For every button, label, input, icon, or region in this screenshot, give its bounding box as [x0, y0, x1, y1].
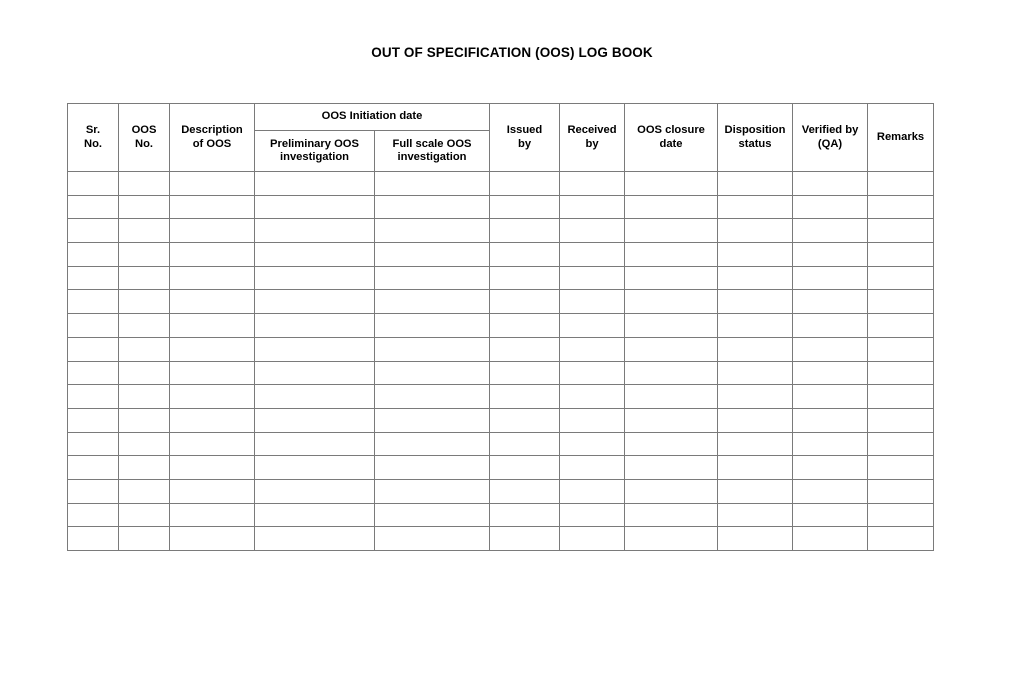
disposition-line2: status [738, 137, 772, 150]
table-cell[interactable] [793, 314, 868, 338]
table-cell[interactable] [793, 408, 868, 432]
table-cell[interactable] [718, 172, 793, 196]
table-cell[interactable] [560, 337, 625, 361]
table-cell[interactable] [68, 385, 119, 409]
table-cell[interactable] [718, 408, 793, 432]
table-row[interactable] [68, 527, 934, 551]
table-cell[interactable] [625, 172, 718, 196]
table-cell[interactable] [170, 527, 255, 551]
table-cell[interactable] [490, 195, 560, 219]
table-cell[interactable] [255, 314, 375, 338]
table-row[interactable] [68, 479, 934, 503]
table-cell[interactable] [375, 527, 490, 551]
table-cell[interactable] [375, 503, 490, 527]
table-cell[interactable] [868, 195, 934, 219]
table-cell[interactable] [868, 219, 934, 243]
table-cell[interactable] [170, 432, 255, 456]
table-cell[interactable] [560, 361, 625, 385]
table-cell[interactable] [625, 195, 718, 219]
table-cell[interactable] [255, 527, 375, 551]
table-cell[interactable] [375, 314, 490, 338]
table-row[interactable] [68, 337, 934, 361]
table-row[interactable] [68, 219, 934, 243]
table-cell[interactable] [868, 385, 934, 409]
table-cell[interactable] [68, 456, 119, 480]
table-cell[interactable] [170, 408, 255, 432]
table-cell[interactable] [625, 456, 718, 480]
preliminary-line1: Preliminary OOS [270, 137, 359, 150]
table-cell[interactable] [375, 479, 490, 503]
received-by-line2: by [585, 137, 599, 150]
column-header-issued-by [490, 104, 560, 172]
table-cell[interactable] [868, 432, 934, 456]
table-cell[interactable] [560, 527, 625, 551]
table-cell[interactable] [718, 456, 793, 480]
table-cell[interactable] [718, 527, 793, 551]
table-cell[interactable] [490, 219, 560, 243]
table-cell[interactable] [375, 408, 490, 432]
table-cell[interactable] [170, 290, 255, 314]
table-cell[interactable] [68, 432, 119, 456]
table-cell[interactable] [170, 266, 255, 290]
table-cell[interactable] [490, 527, 560, 551]
table-cell[interactable] [868, 479, 934, 503]
table-cell[interactable] [375, 337, 490, 361]
table-cell[interactable] [868, 337, 934, 361]
column-header-preliminary-oos-investigation [255, 131, 375, 172]
table-cell[interactable] [68, 527, 119, 551]
table-cell[interactable] [625, 432, 718, 456]
table-cell[interactable] [793, 479, 868, 503]
table-row[interactable] [68, 290, 934, 314]
table-cell[interactable] [375, 361, 490, 385]
disposition-line1: Disposition [724, 124, 786, 136]
received-by-line1: Received [567, 124, 617, 136]
table-cell[interactable] [718, 243, 793, 267]
table-row[interactable] [68, 385, 934, 409]
table-cell[interactable] [170, 503, 255, 527]
table-cell[interactable] [119, 290, 170, 314]
table-cell[interactable] [793, 266, 868, 290]
table-cell[interactable] [490, 337, 560, 361]
table-cell[interactable] [255, 266, 375, 290]
fullscale-line2: investigation [397, 151, 467, 163]
closure-date-line1: OOS closure [637, 124, 705, 136]
table-cell[interactable] [68, 243, 119, 267]
table-cell[interactable] [68, 172, 119, 196]
table-cell[interactable] [793, 385, 868, 409]
table-cell[interactable] [170, 172, 255, 196]
table-cell[interactable] [68, 314, 119, 338]
preliminary-line2: investigation [280, 151, 349, 163]
column-header-received-by [560, 104, 625, 172]
table-cell[interactable] [68, 479, 119, 503]
table-body [68, 172, 934, 551]
table-cell[interactable] [119, 172, 170, 196]
table-cell[interactable] [718, 219, 793, 243]
table-cell[interactable] [170, 361, 255, 385]
table-cell[interactable] [375, 432, 490, 456]
table-cell[interactable] [793, 432, 868, 456]
table-cell[interactable] [868, 527, 934, 551]
table-cell[interactable] [119, 503, 170, 527]
table-row[interactable] [68, 195, 934, 219]
table-cell[interactable] [68, 195, 119, 219]
table-cell[interactable] [560, 503, 625, 527]
table-cell[interactable] [68, 408, 119, 432]
table-cell[interactable] [490, 266, 560, 290]
column-header-sr-no [68, 104, 119, 172]
oos-no-line1: OOS [131, 124, 157, 136]
table-cell[interactable] [718, 195, 793, 219]
table-cell[interactable] [170, 385, 255, 409]
table-cell[interactable] [170, 337, 255, 361]
table-cell[interactable] [793, 195, 868, 219]
table-cell[interactable] [625, 361, 718, 385]
table-cell[interactable] [718, 479, 793, 503]
table-cell[interactable] [255, 408, 375, 432]
table-cell[interactable] [255, 337, 375, 361]
table-cell[interactable] [625, 314, 718, 338]
table-cell[interactable] [255, 479, 375, 503]
table-cell[interactable] [375, 266, 490, 290]
table-cell[interactable] [170, 456, 255, 480]
table-cell[interactable] [793, 337, 868, 361]
table-cell[interactable] [560, 314, 625, 338]
table-cell[interactable] [868, 266, 934, 290]
table-cell[interactable] [119, 243, 170, 267]
table-cell[interactable] [490, 243, 560, 267]
table-cell[interactable] [490, 456, 560, 480]
table-cell[interactable] [490, 408, 560, 432]
table-cell[interactable] [68, 219, 119, 243]
table-cell[interactable] [375, 243, 490, 267]
table-cell[interactable] [793, 456, 868, 480]
table-cell[interactable] [170, 314, 255, 338]
table-cell[interactable] [490, 172, 560, 196]
table-cell[interactable] [625, 479, 718, 503]
table-cell[interactable] [868, 290, 934, 314]
table-cell[interactable] [718, 503, 793, 527]
table-cell[interactable] [375, 290, 490, 314]
table-cell[interactable] [625, 337, 718, 361]
table-cell[interactable] [375, 456, 490, 480]
table-cell[interactable] [625, 219, 718, 243]
table-cell[interactable] [119, 266, 170, 290]
description-line1: Description [181, 124, 243, 136]
table-cell[interactable] [868, 503, 934, 527]
table-cell[interactable] [560, 479, 625, 503]
verified-by-line2: (QA) [817, 137, 843, 150]
table-cell[interactable] [718, 290, 793, 314]
table-cell[interactable] [490, 385, 560, 409]
table-cell[interactable] [718, 266, 793, 290]
table-cell[interactable] [490, 290, 560, 314]
table-cell[interactable] [718, 314, 793, 338]
table-cell[interactable] [560, 385, 625, 409]
table-cell[interactable] [170, 195, 255, 219]
column-header-full-scale-oos-investigation [375, 131, 490, 172]
table-cell[interactable] [625, 243, 718, 267]
table-cell[interactable] [718, 385, 793, 409]
table-cell[interactable] [255, 219, 375, 243]
table-cell[interactable] [560, 243, 625, 267]
table-cell[interactable] [255, 195, 375, 219]
table-cell[interactable] [68, 290, 119, 314]
column-header-verified-by-qa [793, 104, 868, 172]
table-cell[interactable] [868, 456, 934, 480]
table-cell[interactable] [119, 219, 170, 243]
table-cell[interactable] [119, 314, 170, 338]
sr-no-line1: Sr. [85, 124, 101, 136]
table-cell[interactable] [560, 195, 625, 219]
table-cell[interactable] [560, 266, 625, 290]
table-row[interactable] [68, 314, 934, 338]
table-row[interactable] [68, 266, 934, 290]
table-cell[interactable] [625, 408, 718, 432]
table-cell[interactable] [255, 172, 375, 196]
table-cell[interactable] [68, 503, 119, 527]
table-cell[interactable] [255, 456, 375, 480]
table-cell[interactable] [868, 172, 934, 196]
oos-log-table [67, 103, 934, 551]
page-title: OUT OF SPECIFICATION (OOS) LOG BOOK [371, 45, 653, 60]
table-cell[interactable] [560, 219, 625, 243]
table-cell[interactable] [560, 408, 625, 432]
table-cell[interactable] [793, 503, 868, 527]
column-header-oos-no [119, 104, 170, 172]
table-cell[interactable] [170, 243, 255, 267]
table-cell[interactable] [793, 290, 868, 314]
column-header-oos-closure-date [625, 104, 718, 172]
verified-by-line1: Verified by [801, 124, 859, 136]
table-cell[interactable] [255, 243, 375, 267]
table-cell[interactable] [625, 503, 718, 527]
table-cell[interactable] [255, 290, 375, 314]
issued-by-line1: Issued [506, 124, 543, 136]
table-cell[interactable] [255, 361, 375, 385]
table-row[interactable] [68, 456, 934, 480]
table-cell[interactable] [718, 432, 793, 456]
table-cell[interactable] [375, 385, 490, 409]
table-cell[interactable] [119, 456, 170, 480]
table-cell[interactable] [560, 456, 625, 480]
table-cell[interactable] [375, 219, 490, 243]
table-cell[interactable] [868, 314, 934, 338]
table-cell[interactable] [375, 172, 490, 196]
header-row-top [68, 104, 934, 131]
table-cell[interactable] [625, 527, 718, 551]
table-row[interactable] [68, 503, 934, 527]
table-cell[interactable] [793, 243, 868, 267]
table-cell[interactable] [255, 432, 375, 456]
table-cell[interactable] [490, 479, 560, 503]
table-cell[interactable] [625, 266, 718, 290]
issued-by-line2: by [517, 137, 532, 150]
fullscale-line1: Full scale OOS [392, 137, 472, 150]
table-cell[interactable] [868, 361, 934, 385]
table-cell[interactable] [375, 195, 490, 219]
table-row[interactable] [68, 361, 934, 385]
table-row[interactable] [68, 408, 934, 432]
table-row[interactable] [68, 172, 934, 196]
description-line2: of OOS [192, 137, 232, 150]
table-cell[interactable] [255, 385, 375, 409]
table-cell[interactable] [119, 361, 170, 385]
closure-date-line2: date [659, 137, 683, 150]
table-row[interactable] [68, 432, 934, 456]
table-cell[interactable] [490, 361, 560, 385]
table-cell[interactable] [170, 479, 255, 503]
table-cell[interactable] [560, 172, 625, 196]
table-cell[interactable] [718, 337, 793, 361]
table-cell[interactable] [560, 432, 625, 456]
table-cell[interactable] [119, 408, 170, 432]
table-cell[interactable] [868, 243, 934, 267]
table-cell[interactable] [490, 314, 560, 338]
table-cell[interactable] [793, 172, 868, 196]
table-cell[interactable] [68, 361, 119, 385]
table-cell[interactable] [490, 503, 560, 527]
table-cell[interactable] [560, 290, 625, 314]
table-row[interactable] [68, 243, 934, 267]
table-cell[interactable] [119, 527, 170, 551]
table-cell[interactable] [119, 337, 170, 361]
table-cell[interactable] [119, 385, 170, 409]
table-cell[interactable] [793, 361, 868, 385]
table-cell[interactable] [119, 479, 170, 503]
table-cell[interactable] [68, 266, 119, 290]
sr-no-line2: No. [83, 137, 103, 150]
table-cell[interactable] [718, 361, 793, 385]
table-header [68, 104, 934, 172]
table-cell[interactable] [625, 290, 718, 314]
table-cell[interactable] [793, 527, 868, 551]
table-cell[interactable] [255, 503, 375, 527]
table-cell[interactable] [119, 195, 170, 219]
table-cell[interactable] [119, 432, 170, 456]
table-cell[interactable] [68, 337, 119, 361]
column-header-disposition-status [718, 104, 793, 172]
column-header-description [170, 104, 255, 172]
column-header-remarks: Remarks [868, 104, 934, 172]
oos-no-line2: No. [134, 137, 154, 150]
table-cell[interactable] [625, 385, 718, 409]
table-cell[interactable] [868, 408, 934, 432]
column-header-oos-initiation-date: OOS Initiation date [255, 104, 490, 131]
table-cell[interactable] [793, 219, 868, 243]
table-cell[interactable] [490, 432, 560, 456]
table-cell[interactable] [170, 219, 255, 243]
